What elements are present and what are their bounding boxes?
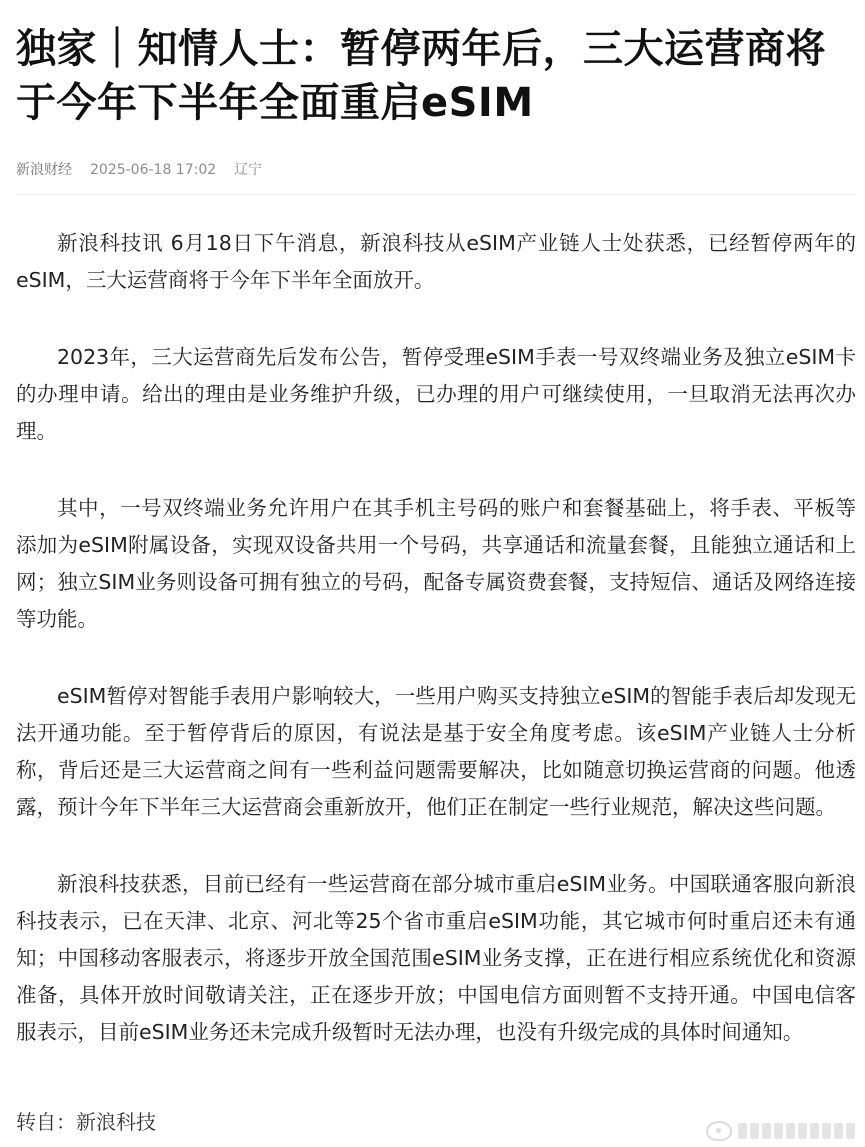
- publish-datetime: 2025-06-18 17:02: [90, 162, 217, 178]
- source-name[interactable]: 新浪财经: [16, 162, 72, 178]
- article-title: 独家｜知情人士：暂停两年后，三大运营商将于今年下半年全面重启eSIM: [16, 26, 826, 126]
- paragraph-1: 新浪科技讯 6月18日下午消息，新浪科技从eSIM产业链人士处获悉，已经暂停两年的eSIM，三大运营商将于今年下半年全面放开。: [16, 231, 856, 292]
- paragraph-4: eSIM暂停对智能手表用户影响较大，一些用户购买支持独立eSIM的智能手表后却发现无法开通功能。至于暂停背后的原因，有说法是基于安全角度考虑。该eSIM产业链人士分析称，背后还是三大运营商之间有一些利益问题需要解决，比如随意切换运营商的问题。他透露，预计今年下半年三大运营商会重新放开，他们正在制定一些行业规范，解决这些问题。: [16, 684, 856, 819]
- repost-source: 转自：新浪科技: [16, 1110, 156, 1134]
- weibo-logo-icon: [706, 1121, 732, 1141]
- watermark-handle-redacted: [738, 1123, 855, 1139]
- paragraph-3: 其中，一号双终端业务允许用户在其手机主号码的账户和套餐基础上，将手表、平板等添加为eSIM附属设备，实现双设备共用一个号码，共享通话和流量套餐，且能独立通话和上网；独立SIM业务则设备可拥有独立的号码，配备专属资费套餐，支持短信、通话及网络连接等功能。: [16, 496, 856, 631]
- paragraph-5: 新浪科技获悉，目前已经有一些运营商在部分城市重启eSIM业务。中国联通客服向新浪科技表示，已在天津、北京、河北等25个省市重启eSIM功能，其它城市何时重启还未有通知；中国移动客服表示，将逐步开放全国范围eSIM业务支撑，正在进行相应系统优化和资源准备，具体开放时间敬请关注，正在逐步开放；中国电信方面则暂不支持开通。中国电信客服表示，目前eSIM业务还未完成升级暂时无法办理，也没有升级完成的具体时间通知。: [16, 872, 856, 1044]
- article-body: [16, 225, 856, 1051]
- article-meta: [16, 160, 856, 180]
- article: [16, 0, 856, 1091]
- paragraph-2: 2023年，三大运营商先后发布公告，暂停受理eSIM手表一号双终端业务及独立eSIM卡的办理申请。给出的理由是业务维护升级，已办理的用户可继续使用，一旦取消无法再次办理。: [16, 345, 856, 443]
- watermark: [706, 1121, 855, 1141]
- meta-divider: [16, 194, 856, 195]
- publish-location: 辽宁: [234, 162, 263, 178]
